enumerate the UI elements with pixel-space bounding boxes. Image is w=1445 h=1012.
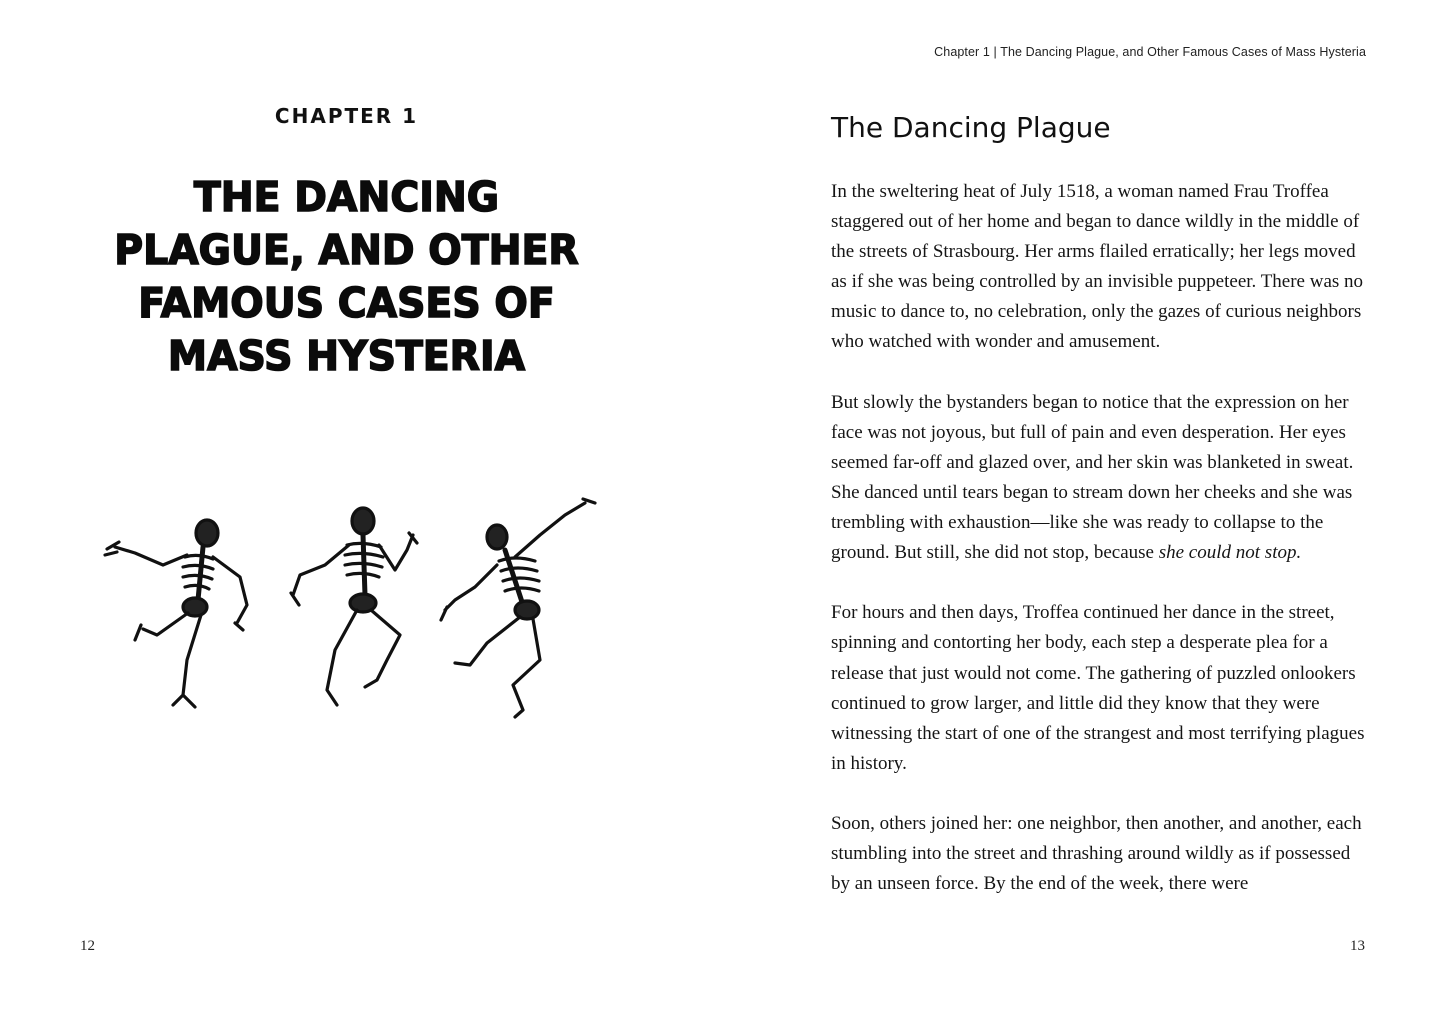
chapter-title-line: FAMOUS CASES OF <box>138 279 555 327</box>
left-page <box>0 0 700 1012</box>
skeleton-2 <box>291 508 417 705</box>
chapter-title-line: THE DANCING <box>193 173 500 221</box>
paragraph: In the sweltering heat of July 1518, a woman named Frau Troffea staggered out of her home and began to dance wildly in the middle of the streets of Strasbourg. Her arms flailed erratically; her legs moved as if she was being controlled by an invisible puppeteer. There was no music to dance to, no celebration, only the gazes of curious neighbors who watched with wonder and amusement. <box>831 181 1364 353</box>
skeleton-1 <box>105 520 247 707</box>
paragraph: Soon, others joined her: one neighbor, then another, and another, each stumbling into the street and thrashing around wildly as if possessed by an unseen force. By the end of the week, there were <box>831 812 1362 895</box>
running-head: Chapter 1 | The Dancing Plague, and Other Famous Cases of Mass Hysteria <box>934 45 1366 59</box>
emphasized-text: she could not stop. <box>1158 542 1302 564</box>
paragraph: For hours and then days, Troffea continued her dance in the street, spinning and contorting her body, each step a desperate plea for a release that just would not come. The gathering of puzzled onlookers continued to grow larger, and little did they know that they were witnessing the start of one of the strangest and most terrifying plagues in history. <box>831 602 1365 774</box>
body-text <box>831 177 1371 929</box>
page-number-left: 12 <box>80 938 95 954</box>
chapter-title-line: PLAGUE, AND OTHER <box>114 226 579 274</box>
paragraph <box>831 388 1371 569</box>
paragraph-text: But slowly the bystanders began to notice that the expression on her face was not joyous, but full of pain and even desperation. Her eyes seemed far-off and glazed over, and her skin was blanketed in sweat. She danced until tears began to stream down her cheeks and she was trembling with exhaustion—like she was ready to collapse to the ground. But still, she did not stop, because <box>831 391 1354 564</box>
dancing-skeletons-illustration <box>95 495 605 720</box>
chapter-title <box>14 171 679 383</box>
section-heading: The Dancing Plague <box>831 111 1111 144</box>
right-page <box>722 0 1445 1012</box>
chapter-title-line: MASS HYSTERIA <box>167 332 526 380</box>
skeleton-3 <box>441 499 595 717</box>
chapter-label: CHAPTER 1 <box>274 104 419 128</box>
page-number-right: 13 <box>1350 938 1365 954</box>
